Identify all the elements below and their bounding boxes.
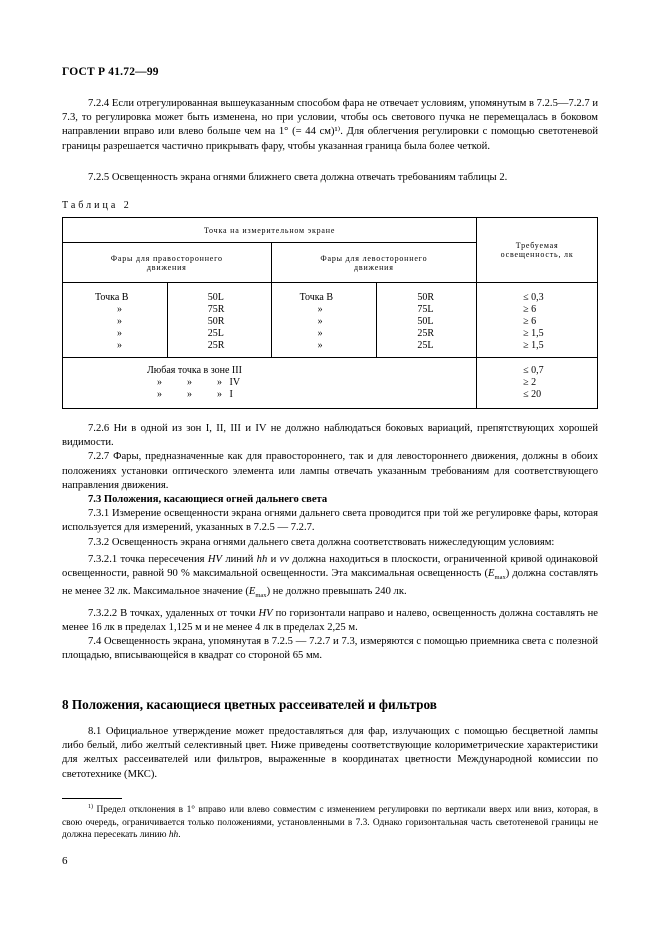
table-cell: 50L	[207, 292, 224, 303]
table-cell: Точка B	[299, 292, 334, 303]
document-header: ГОСТ Р 41.72—99	[62, 66, 159, 78]
table-cell: ≤ 0,7	[523, 365, 544, 376]
table-cell: »	[317, 328, 323, 339]
table-cell: ≥ 1,5	[523, 328, 544, 339]
right-values-cell	[167, 283, 271, 358]
table-cell: ≥ 6	[523, 304, 537, 315]
footnote	[62, 801, 598, 842]
zone-values-cell	[477, 358, 598, 409]
table-cell: ≥ 1,5	[523, 340, 544, 351]
para-7-2-7: 7.2.7 Фары, предназначенные как для правостороннего, так и для левостороннего движения, должны в обоих положениях установки оптического элемента или лампы отвечать указанным требованиям для соответствующего направления движения.	[62, 451, 598, 491]
footnote-mark: 1)	[88, 804, 93, 810]
table-cell: ≤ 20	[523, 389, 542, 400]
text-run: HV	[258, 607, 273, 619]
text-run: vv	[279, 553, 290, 565]
footnote-divider	[62, 798, 122, 799]
table-label: Таблица 2	[62, 200, 132, 211]
page-number: 6	[62, 855, 68, 867]
required-values-cell	[477, 283, 598, 358]
text-run: E	[488, 568, 495, 580]
footnote-text: Предел отклонения в 1° вправо или влево совместим с изменением регулировки по вертикали вверх или вниз, которая, в свою очередь, ограничивается только положениями, установленными в 7.3. Однако горизонтальная часть светотеневой границы не должна пересекать линию	[62, 805, 598, 841]
left-values-cell	[377, 283, 477, 358]
header-left-hand-traffic: Фары для левостороннего движения	[271, 243, 477, 283]
table-cell: » » » IV	[157, 377, 241, 388]
table-cell: 75R	[207, 304, 225, 315]
table-cell: 50R	[417, 292, 435, 303]
para-7-3-2-1	[62, 553, 598, 604]
footnote-end: .	[178, 830, 181, 841]
header-point-on-screen: Точка на измерительном экране	[63, 218, 477, 243]
para-7-3-1: 7.3.1 Измерение освещенности экрана огнями дальнего света проводится при той же регулировке фары, которая используется для измерений, указанных в 7.2.5 — 7.2.7.	[62, 508, 598, 534]
table-cell: 25L	[417, 340, 434, 351]
text-run: max	[494, 574, 506, 582]
text-run: hh	[256, 553, 268, 565]
table-cell: 25R	[207, 340, 225, 351]
paragraph-8-1	[62, 725, 598, 782]
para-7-2-5-text: 7.2.5 Освещенность экрана огнями ближнего света должна отвечать требованиям таблицы 2.	[88, 172, 508, 183]
table-cell: »	[117, 328, 122, 339]
table-cell: 50L	[417, 316, 434, 327]
text-run: и	[267, 553, 280, 565]
text-run: линий	[222, 553, 257, 565]
text-run: HV	[207, 553, 222, 565]
zone-rows-cell	[63, 358, 477, 409]
text-run: по горизонтали направо и налево, освещенность должна составлять не менее 16 лк в пределах 1,125 м и не менее 4 лк в пределах 2,25 м.	[62, 607, 598, 633]
body-text-block	[62, 422, 598, 663]
table-cell: »	[117, 340, 122, 351]
table-cell: ≥ 6	[523, 316, 537, 327]
table-cell: ≥ 2	[523, 377, 537, 388]
table-cell: »	[317, 316, 323, 327]
text-run: max	[255, 592, 267, 600]
table-cell: »	[317, 340, 323, 351]
table-cell: »	[317, 304, 323, 315]
table-cell: ≤ 0,3	[523, 292, 544, 303]
text-run: ) не должно превышать 240 лк.	[266, 586, 407, 598]
table-cell: » » » I	[157, 389, 233, 400]
para-7-3-2: 7.3.2 Освещенность экрана огнями дальнего света должна соответствовать нижеследующим условиям:	[88, 536, 555, 548]
para-7-2-6: 7.2.6 Ни в одной из зон I, II, III и IV не должно наблюдаться боковых вариаций, препятствующих хорошей видимости.	[62, 423, 598, 449]
table-cell: »	[117, 304, 122, 315]
footnote-hh: hh	[168, 830, 179, 841]
table-cell: 75L	[417, 304, 434, 315]
table-cell: 25R	[417, 328, 435, 339]
section-8-title: 8 Положения, касающиеся цветных рассеивателей и фильтров	[62, 697, 437, 712]
text-run: 7.3.2.2 В точках, удаленных от точки	[88, 607, 259, 619]
table-cell: »	[117, 316, 122, 327]
text-run: E	[248, 586, 256, 598]
text-run: ) должна составлять не менее 32 лк. Максимальное значение (	[62, 568, 598, 598]
para-7-2-4-text: 7.2.4 Если отрегулированная вышеуказанным способом фара не отвечает условиям, упомянутым в 7.2.5—7.2.7 и 7.3, то регулировка может быть изменена, но при условии, чтобы ось светового пучка не перемещалась в боковом направлении вправо или влево больше чем на 1° (= 44 см)¹⁾. Для облегчения регулировки с помощью светотеневой границы разрешается частично прикрывать фару, чтобы указанная граница была более четкой.	[62, 98, 598, 152]
illuminance-table	[62, 217, 598, 409]
text-run: 7.3.2.1 точка пересечения	[88, 553, 208, 565]
header-right-hand-traffic: Фары для правостороннего движения	[63, 243, 272, 283]
table-cell: 25L	[207, 328, 224, 339]
left-points-cell	[271, 283, 377, 358]
table-cell: 50R	[207, 316, 225, 327]
text-run: должна находиться в плоскости, ограниченной кривой одинаковой освещенности, равной 90 % максимальной освещенности. Эта максимальная освещенность (	[62, 553, 598, 580]
paragraph-7-2-4	[62, 97, 598, 154]
paragraph-7-2-5	[62, 171, 598, 185]
right-points-cell	[63, 283, 168, 358]
para-8-1-text: 8.1 Официальное утверждение может предоставляться для фар, излучающих с помощью бесцветной лампы либо белый, либо желтый селективный цвет. Ниже приведены соответствующие колориметрические характеристики для желтых рассеивателей или фильтров, выраженные в координатах цветности Международной комиссии по светотехнике (МКС).	[62, 726, 598, 780]
header-required-illuminance: Требуемая освещенность, лк	[477, 218, 598, 283]
para-7-4: 7.4 Освещенность экрана, упомянутая в 7.2.5 — 7.2.7 и 7.3, измеряются с помощью приемника света с полезной площадью, вписывающейся в квадрат со стороной 65 мм.	[62, 636, 598, 662]
para-7-3-2-2	[62, 607, 598, 635]
table-cell: Любая точка в зоне III	[147, 365, 242, 376]
table-cell: Точка B	[95, 292, 129, 303]
heading-7-3: 7.3 Положения, касающиеся огней дальнего света	[88, 494, 328, 506]
